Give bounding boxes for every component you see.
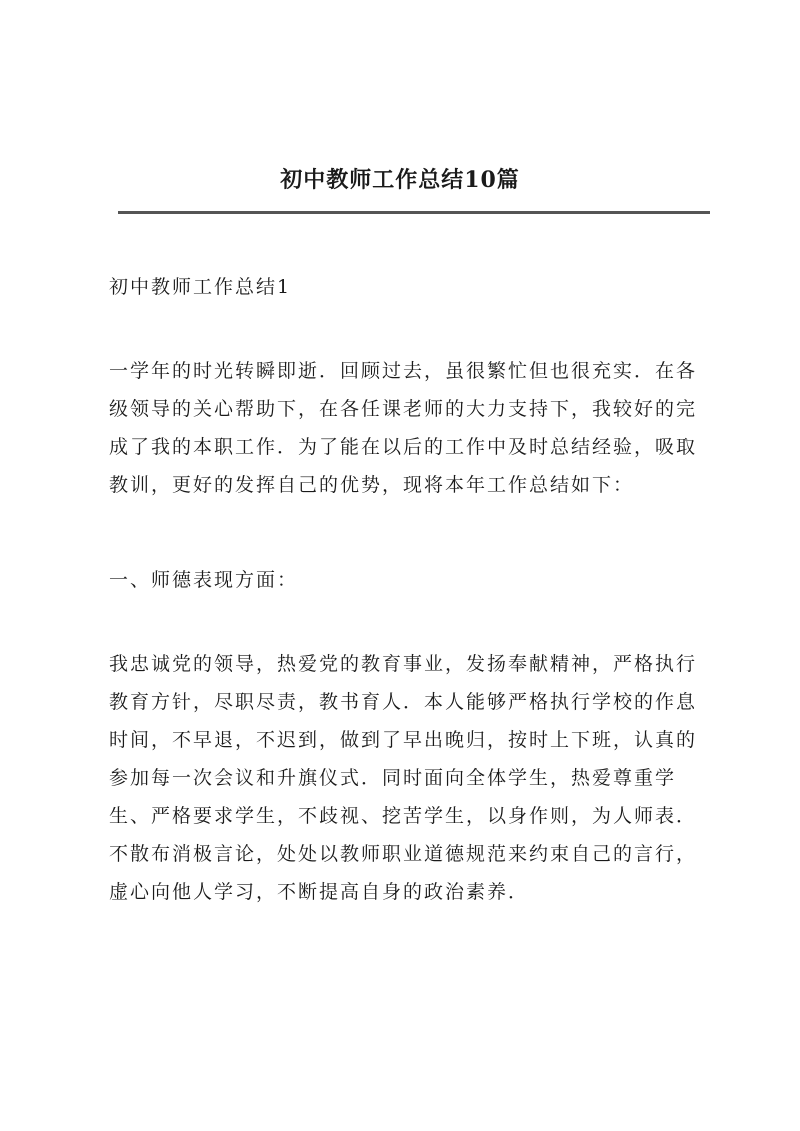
paragraph-line: 不散布消极言论，处处以教师职业道德规范来约束自己的言行， xyxy=(109,843,698,865)
paragraph-line: 生、严格要求学生，不歧视、挖苦学生，以身作则，为人师表． xyxy=(109,805,698,827)
intro-line: 教训，更好的发挥自己的优势，现将本年工作总结如下： xyxy=(109,474,635,496)
intro-line: 一学年的时光转瞬即逝．回顾过去，虽很繁忙但也很充实．在各 xyxy=(109,360,698,382)
intro-paragraph xyxy=(109,352,697,504)
section-title: 初中教师工作总结1 xyxy=(109,276,292,298)
ethics-paragraph xyxy=(109,645,697,911)
paragraph-line: 教育方针，尽职尽责，教书育人．本人能够严格执行学校的作息 xyxy=(109,691,698,713)
paragraph-line: 我忠诚党的领导，热爱党的教育事业，发扬奉献精神，严格执行 xyxy=(109,653,698,675)
paragraph-line: 时间，不早退，不迟到，做到了早出晚归，按时上下班，认真的 xyxy=(109,729,698,751)
paragraph-line: 虚心向他人学习，不断提高自身的政治素养． xyxy=(109,881,530,903)
intro-line: 级领导的关心帮助下，在各任课老师的大力支持下，我较好的完 xyxy=(109,398,698,420)
title-divider xyxy=(118,211,710,214)
intro-line: 成了我的本职工作．为了能在以后的工作中及时总结经验，吸取 xyxy=(109,436,698,458)
paragraph-line: 参加每一次会议和升旗仪式．同时面向全体学生，热爱尊重学 xyxy=(109,767,677,789)
heading-teacher-ethics: 一、师德表现方面： xyxy=(109,569,299,591)
document-title: 初中教师工作总结10篇 xyxy=(280,167,520,193)
